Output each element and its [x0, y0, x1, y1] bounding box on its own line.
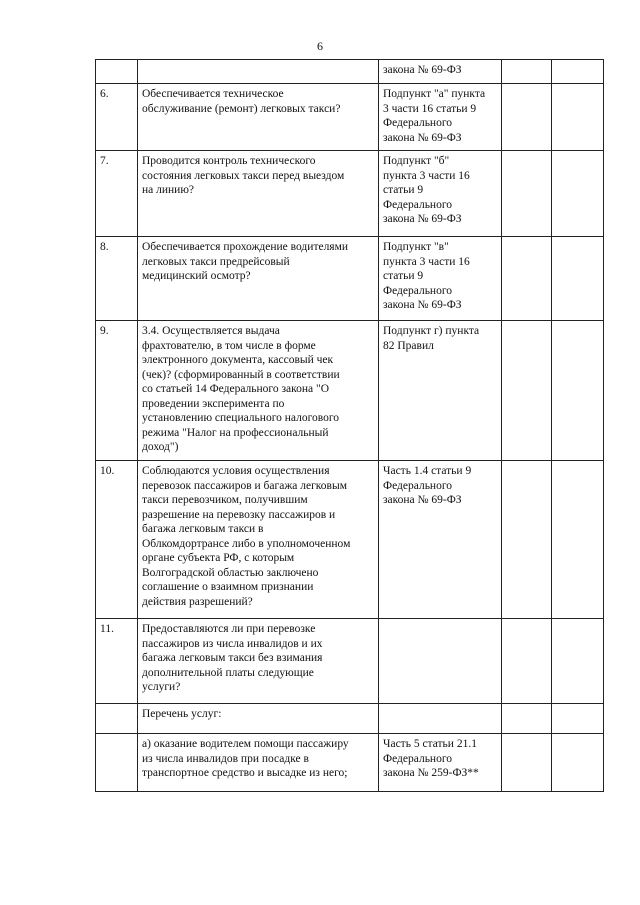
- question-cell: [138, 619, 379, 704]
- row-number: 10.: [96, 461, 138, 619]
- law-reference-cell: [379, 84, 502, 151]
- law-reference-text: Подпункт г) пункта 82 Правил: [383, 325, 480, 352]
- law-reference-text: закона № 69-ФЗ: [383, 64, 462, 76]
- answer-cell-yes[interactable]: [502, 321, 552, 461]
- table-row: [96, 60, 604, 84]
- question-text: Предоставляются ли при перевозке пассажиров из числа инвалидов и их багажа легковым такси без взимания дополнительной платы следующие услуги?: [142, 623, 323, 693]
- row-number: [96, 704, 138, 734]
- row-number: 6.: [96, 84, 138, 151]
- law-reference-cell: [379, 321, 502, 461]
- question-cell: [138, 151, 379, 237]
- answer-cell-no[interactable]: [552, 619, 604, 704]
- row-number: [96, 60, 138, 84]
- question-text: Обеспечивается прохождение водителями легковых такси предрейсовый медицинский осмотр?: [142, 241, 349, 282]
- table-row: [96, 734, 604, 792]
- law-reference-cell: [379, 461, 502, 619]
- question-cell: [138, 60, 379, 84]
- table-row: [96, 151, 604, 237]
- page-number: 6: [317, 39, 323, 53]
- table-row: [96, 704, 604, 734]
- law-reference-text: Подпункт "а" пункта 3 части 16 статьи 9 Федерального закона № 69-ФЗ: [383, 88, 486, 144]
- law-reference-text: Часть 5 статьи 21.1 Федерального закона № 259-ФЗ**: [383, 738, 479, 779]
- table-row: [96, 237, 604, 321]
- law-reference-text: Подпункт "в" пункта 3 части 16 статьи 9 Федерального закона № 69-ФЗ: [383, 241, 470, 311]
- law-reference-cell: [379, 619, 502, 704]
- answer-cell-no[interactable]: [552, 704, 604, 734]
- law-reference-cell: [379, 704, 502, 734]
- table-row: [96, 461, 604, 619]
- row-number: [96, 734, 138, 792]
- law-reference-cell: [379, 60, 502, 84]
- law-reference-cell: [379, 734, 502, 792]
- question-text: Соблюдаются условия осуществления перевозок пассажиров и багажа легковым такси перевозчиком, получившим разрешение на перевозку пассажиров и багажа легковым такси в Облкомдортрансе либо в уполномоченном органе субъекта РФ, с которым Волгоградской областью заключено соглашение о взаимном признании действия разрешений?: [142, 465, 351, 608]
- row-number: 9.: [96, 321, 138, 461]
- question-cell: [138, 321, 379, 461]
- row-number: 8.: [96, 237, 138, 321]
- answer-cell-yes[interactable]: [502, 237, 552, 321]
- question-cell: [138, 734, 379, 792]
- law-reference-text: Часть 1.4 статьи 9 Федерального закона № 69-ФЗ: [383, 465, 472, 506]
- question-cell: [138, 237, 379, 321]
- answer-cell-yes[interactable]: [502, 704, 552, 734]
- answer-cell-no[interactable]: [552, 734, 604, 792]
- law-reference-cell: [379, 237, 502, 321]
- question-text: Обеспечивается техническое обслуживание (ремонт) легковых такси?: [142, 88, 341, 115]
- question-text: а) оказание водителем помощи пассажиру из числа инвалидов при посадке в транспортное средство и высадке из него;: [142, 738, 349, 779]
- table-row: [96, 619, 604, 704]
- answer-cell-yes[interactable]: [502, 84, 552, 151]
- question-cell: [138, 84, 379, 151]
- answer-cell-no[interactable]: [552, 84, 604, 151]
- row-number: 7.: [96, 151, 138, 237]
- law-reference-text: Подпункт "б" пункта 3 части 16 статьи 9 Федерального закона № 69-ФЗ: [383, 155, 470, 225]
- question-text: Перечень услуг:: [142, 708, 222, 720]
- answer-cell-no[interactable]: [552, 321, 604, 461]
- answer-cell-no[interactable]: [552, 151, 604, 237]
- answer-cell-no[interactable]: [552, 60, 604, 84]
- checklist-table: [95, 59, 604, 792]
- answer-cell-yes[interactable]: [502, 734, 552, 792]
- answer-cell-no[interactable]: [552, 461, 604, 619]
- answer-cell-yes[interactable]: [502, 151, 552, 237]
- answer-cell-yes[interactable]: [502, 60, 552, 84]
- table-row: [96, 84, 604, 151]
- table-row: [96, 321, 604, 461]
- row-number: 11.: [96, 619, 138, 704]
- question-text: 3.4. Осуществляется выдача фрахтователю, в том числе в форме электронного документа, кассовый чек (чек)? (сформированный в соответствии со статьей 14 Федерального закона "О проведении эксперимента по установлению специального налогового режима "Налог на профессиональный доход"): [142, 325, 340, 453]
- law-reference-cell: [379, 151, 502, 237]
- answer-cell-yes[interactable]: [502, 619, 552, 704]
- question-cell: [138, 704, 379, 734]
- question-text: Проводится контроль технического состояния легковых такси перед выездом на линию?: [142, 155, 345, 196]
- question-cell: [138, 461, 379, 619]
- answer-cell-no[interactable]: [552, 237, 604, 321]
- answer-cell-yes[interactable]: [502, 461, 552, 619]
